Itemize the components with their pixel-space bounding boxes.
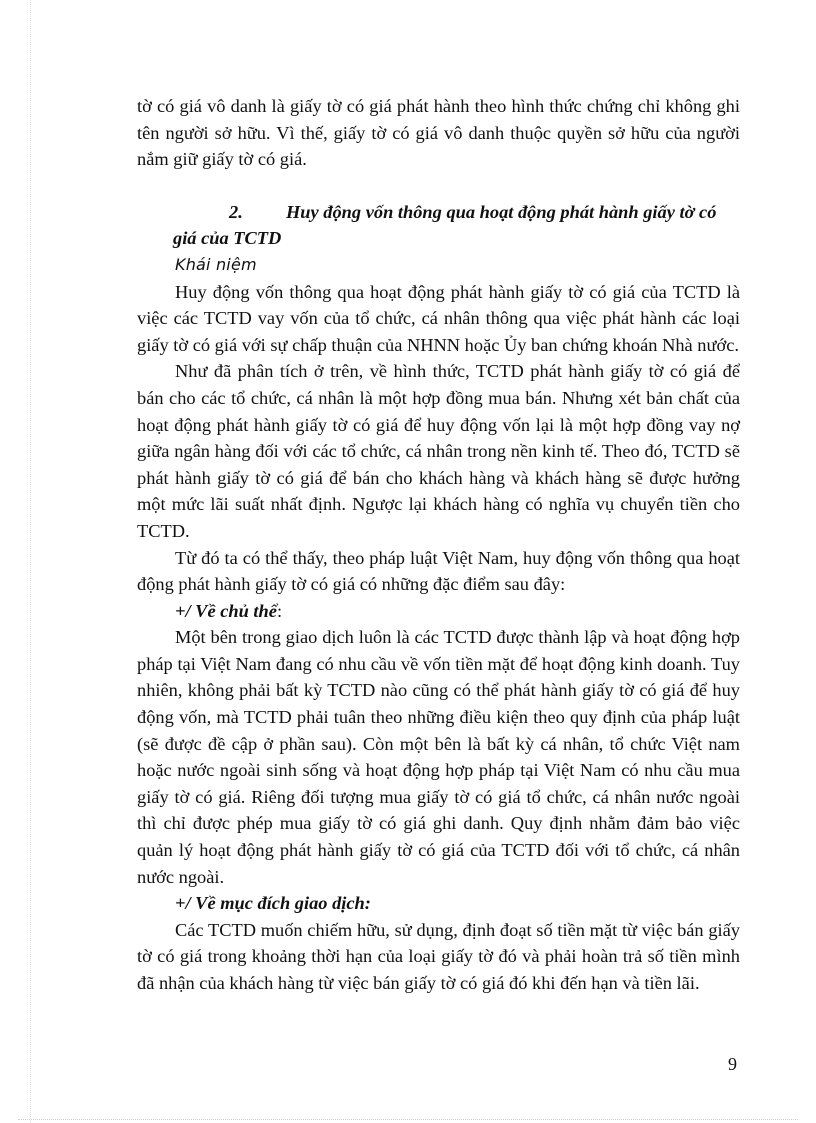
paragraph-intro: tờ có giá vô danh là giấy tờ có giá phát hành theo hình thức chứng chỉ không ghi tên người sở hữu. Vì thế, giấy tờ có giá vô danh thuộc quyền sở hữu của người nắm giữ giấy tờ có giá. — [137, 96, 740, 170]
label-subject-colon: : — [276, 600, 283, 621]
bottom-margin-rule — [18, 1119, 798, 1120]
page-body — [137, 93, 740, 997]
section-heading — [137, 199, 740, 252]
section-number: 2. — [229, 201, 243, 222]
paragraph-features: Từ đó ta có thể thấy, theo pháp luật Việt Nam, huy động vốn thông qua hoạt động phát hành giấy tờ có giá có những đặc điểm sau đây: — [137, 547, 740, 595]
section-title-line2: giá của TCTD — [173, 228, 282, 249]
label-subject-text: +/ Về chủ thể — [175, 600, 277, 621]
paragraph-analysis: Như đã phân tích ở trên, về hình thức, TCTD phát hành giấy tờ có giá để bán cho các tổ chức, cá nhân là một hợp đồng mua bán. Nhưng xét bản chất của hoạt động phát hành giấy tờ có giá để huy động vốn lại là một hợp đồng vay nợ giữa ngân hàng đối với các tổ chức, cá nhân trong nền kinh tế. Theo đó, TCTD sẽ phát hành giấy tờ có giá để bán cho khách hàng và khách hàng sẽ được hưởng một mức lãi suất nhất định. Ngược lại khách hàng có nghĩa vụ chuyển tiền cho TCTD. — [137, 361, 740, 541]
page-number: 9 — [728, 1054, 737, 1074]
label-purpose: +/ Về mục đích giao dịch: — [175, 893, 371, 914]
label-subject — [137, 598, 740, 625]
section-subtitle: Khái niệm — [175, 254, 257, 274]
left-margin-rule — [30, 0, 31, 1123]
paragraph-definition: Huy động vốn thông qua hoạt động phát hành giấy tờ có giá của TCTD là việc các TCTD vay vốn của tổ chức, cá nhân thông qua việc phát hành các loại giấy tờ có giá với sự chấp thuận của NHNN hoặc Ủy ban chứng khoán Nhà nước. — [137, 281, 740, 355]
paragraph-purpose: Các TCTD muốn chiếm hữu, sử dụng, định đoạt số tiền mặt từ việc bán giấy tờ có giá trong khoảng thời hạn của loại giấy tờ đó và phải hoàn trả số tiền mình đã nhận của khách hàng từ việc bán giấy tờ có giá đó khi đến hạn và tiền lãi. — [137, 919, 740, 993]
section-title-line1: Huy động vốn thông qua hoạt động phát hành giấy tờ có — [286, 201, 717, 222]
section-heading-line1 — [173, 199, 740, 226]
paragraph-subject: Một bên trong giao dịch luôn là các TCTD được thành lập và hoạt động hợp pháp tại Việt Nam đang có nhu cầu về vốn tiền mặt để hoạt động kinh doanh. Tuy nhiên, không phải bất kỳ TCTD nào cũng có thể phát hành giấy tờ có giá để huy động vốn, mà TCTD phải tuân theo những điều kiện theo quy định của pháp luật (sẽ được đề cập ở phần sau). Còn một bên là bất kỳ cá nhân, tổ chức Việt nam hoặc nước ngoài sinh sống và hoạt động hợp pháp tại Việt Nam có nhu cầu mua giấy tờ có giá. Riêng đối tượng mua giấy tờ có giá tổ chức, cá nhân nước ngoài thì chỉ được phép mua giấy tờ có giá ghi danh. Quy định nhằm đảm bảo việc quản lý hoạt động phát hành giấy tờ có giá của TCTD đối với tổ chức, cá nhân nước ngoài. — [137, 627, 740, 887]
